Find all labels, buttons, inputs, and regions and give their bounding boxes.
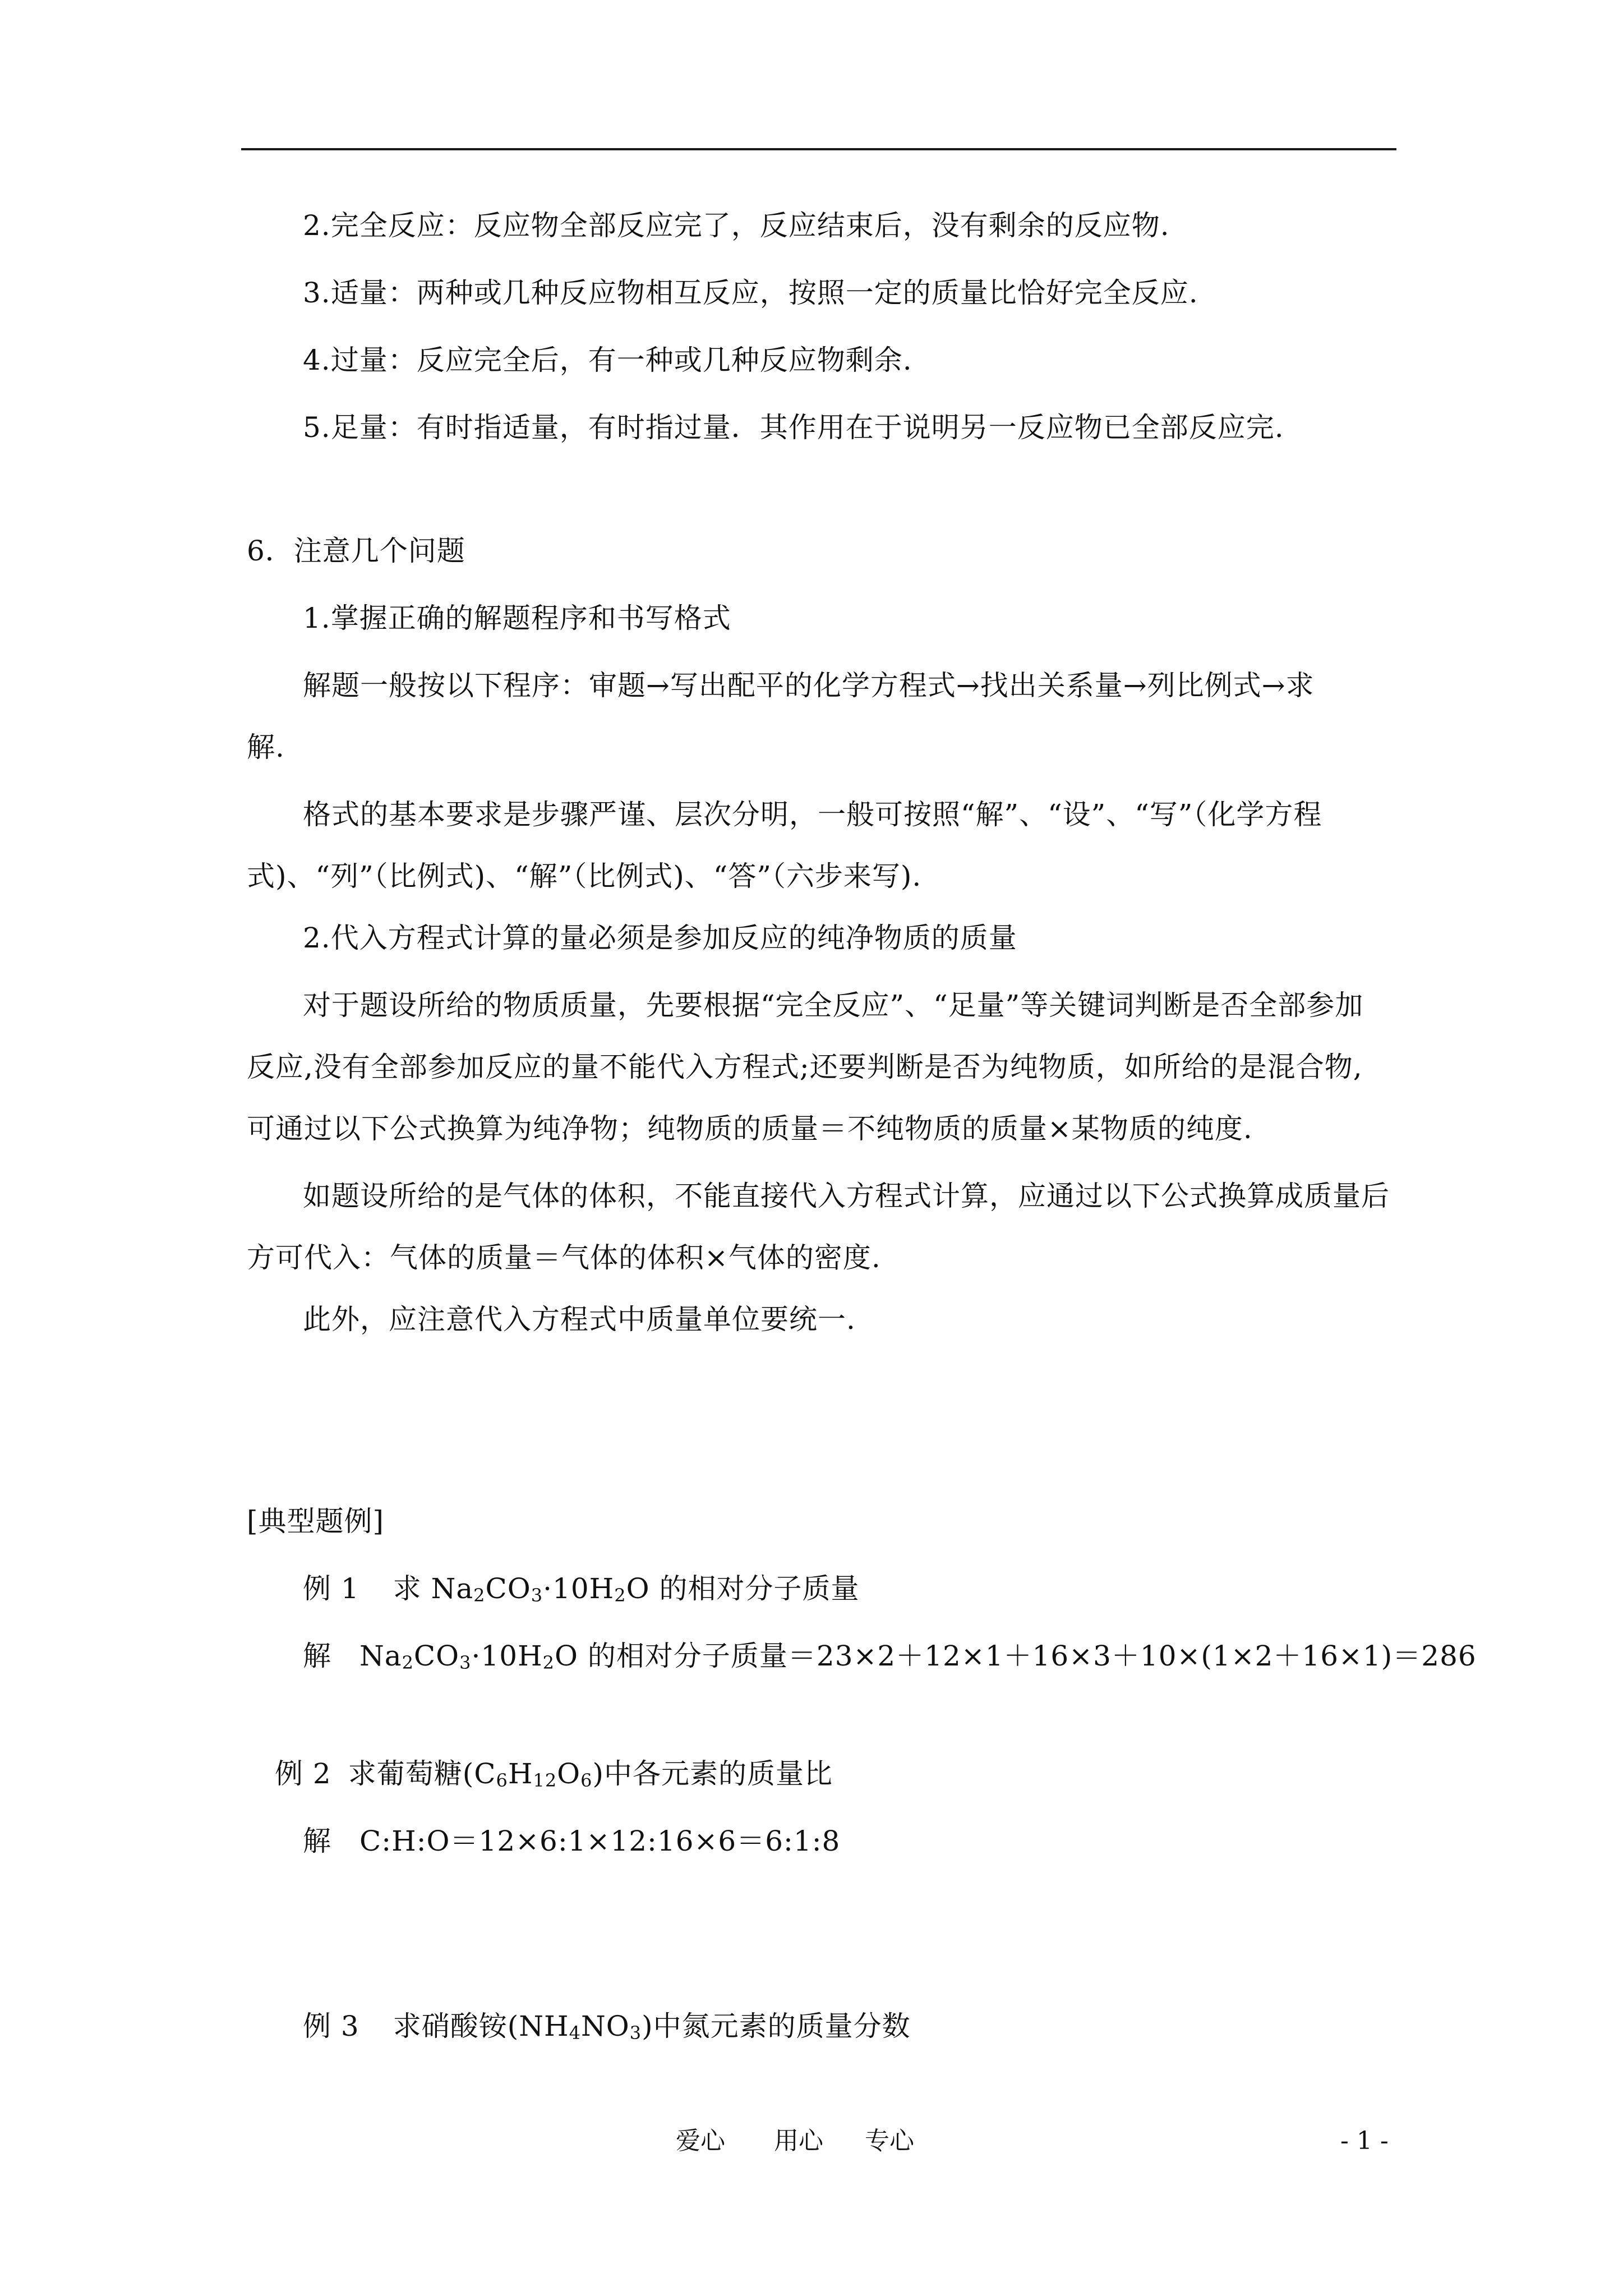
definition-2: 2.完全反应：反应物全部反应完了，反应结束后，没有剩余的反应物. bbox=[303, 209, 1170, 242]
example-2-answer: 解 C:H:O＝12×6:1×12:16×6＝6:1:8 bbox=[303, 1825, 841, 1857]
example-3-question: 例 3 求硝酸铵$(NH_4NO_3)$中氮元素的质量分数 bbox=[303, 2010, 911, 2044]
answer-label: 解 bbox=[303, 1640, 331, 1672]
footer-motto-care: 用心 bbox=[774, 2127, 823, 2155]
pure-line-3: 可通过以下公式换算为纯净物；纯物质的质量＝不纯物质的质量×某物质的纯度. bbox=[247, 1112, 1253, 1145]
definition-4: 4.过量：反应完全后，有一种或几种反应物剩余. bbox=[303, 344, 912, 376]
example-1-question: 例 1 求 $Na_2CO_3\cdot 10H_2O$ 的相对分子质量 bbox=[303, 1572, 860, 1606]
example-2-question: 例 2 求葡萄糖$(C_6H_{12}O_6)$中各元素的质量比 bbox=[275, 1757, 833, 1791]
units-line: 此外，应注意代入方程式中质量单位要统一. bbox=[303, 1303, 856, 1336]
pure-line-1: 对于题设所给的物质质量，先要根据“完全反应”、“足量”等关键词判断是否全部参加 bbox=[303, 989, 1364, 1022]
example-label: 例 1 bbox=[303, 1572, 359, 1605]
procedure-line-2: 解. bbox=[247, 731, 285, 763]
format-line-1: 格式的基本要求是步骤严谨、层次分明，一般可按照“解”、“设”、“写”（化学方程 bbox=[303, 798, 1322, 831]
answer-label: 解 bbox=[303, 1825, 331, 1857]
procedure-line-1: 解题一般按以下程序：审题→写出配平的化学方程式→找出关系量→列比例式→求 bbox=[303, 669, 1315, 702]
pure-line-2: 反应,没有全部参加反应的量不能代入方程式;还要判断是否为纯物质，如所给的是混合物, bbox=[247, 1051, 1363, 1083]
point-1-title: 1.掌握正确的解题程序和书写格式 bbox=[303, 602, 731, 634]
gas-line-2: 方可代入：气体的质量＝气体的体积×气体的密度. bbox=[247, 1241, 881, 1274]
definition-3: 3.适量：两种或几种反应物相互反应，按照一定的质量比恰好完全反应. bbox=[303, 277, 1198, 309]
example-label: 例 3 bbox=[303, 2010, 359, 2042]
point-2-title: 2.代入方程式计算的量必须是参加反应的纯净物质的质量 bbox=[303, 922, 1017, 954]
footer-motto-love: 爱心 bbox=[676, 2127, 725, 2155]
header-rule bbox=[241, 148, 1396, 150]
example-label: 例 2 bbox=[275, 1757, 331, 1790]
definition-5: 5.足量：有时指适量，有时指过量．其作用在于说明另一反应物已全部反应完. bbox=[303, 411, 1284, 444]
section-heading: 6．注意几个问题 bbox=[247, 535, 465, 567]
examples-heading: [典型题例] bbox=[247, 1505, 385, 1538]
footer-motto-focus: 专心 bbox=[865, 2127, 914, 2155]
gas-line-1: 如题设所给的是气体的体积，不能直接代入方程式计算，应通过以下公式换算成质量后 bbox=[303, 1180, 1390, 1212]
example-1-answer: 解 $Na_2CO_3\cdot 10H_2O$ 的相对分子质量＝23×2＋12×1＋16×3＋10×(1×2＋16×1)＝286 bbox=[303, 1640, 1477, 1673]
page-number: - 1 - bbox=[1340, 2127, 1389, 2155]
format-line-2: 式)、“列”（比例式)、“解”（比例式)、“答”（六步来写). bbox=[247, 860, 922, 892]
